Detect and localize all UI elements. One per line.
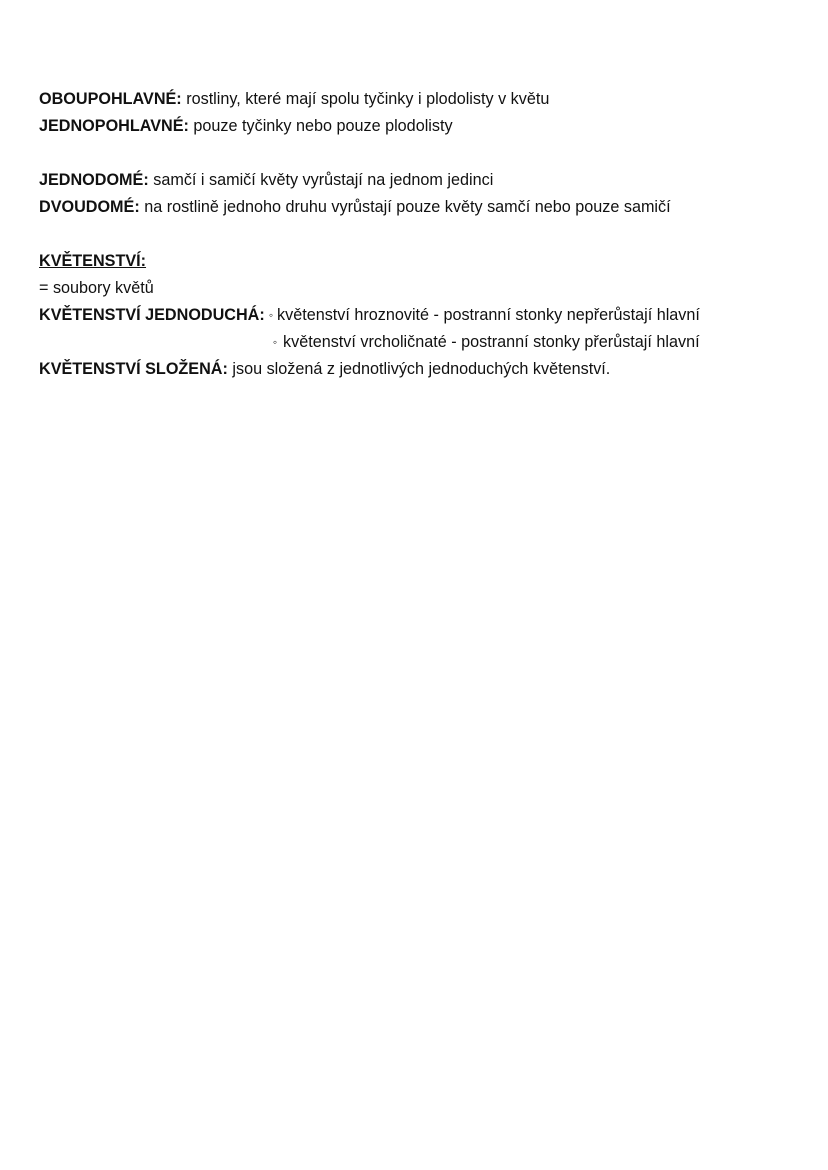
- definition-jednopohlavne: pouze tyčinky nebo pouze plodolisty: [188, 117, 453, 135]
- section-heading: KVĚTENSTVÍ:: [39, 252, 147, 270]
- term-dvoudome: DVOUDOMÉ:: [39, 198, 140, 216]
- definition-jednodome: samčí i samičí květy vyrůstají na jednom jedinci: [148, 171, 494, 189]
- term-jednopohlavne: JEDNOPOHLAVNÉ:: [39, 117, 189, 135]
- section-heading-line: [39, 248, 809, 275]
- line-dvoudome: [39, 194, 809, 221]
- spacer: [39, 140, 809, 167]
- simple-inflorescence-label: KVĚTENSTVÍ JEDNODUCHÁ:: [39, 306, 265, 324]
- line-jednodome: [39, 167, 809, 194]
- simple-inflorescence-row-2: [39, 329, 809, 356]
- section-definition: = soubory květů: [39, 279, 154, 297]
- bullet-item: květenství hroznovité - postranní stonky nepřerůstají hlavní: [277, 306, 700, 324]
- compound-inflorescence-label: KVĚTENSTVÍ SLOŽENÁ:: [39, 360, 228, 378]
- term-oboupohlavne: OBOUPOHLAVNÉ:: [39, 90, 182, 108]
- term-jednodome: JEDNODOMÉ:: [39, 171, 149, 189]
- compound-inflorescence-text: jsou složená z jednotlivých jednoduchých květenství.: [227, 360, 611, 378]
- simple-inflorescence-row: [39, 302, 809, 329]
- bullet-item: květenství vrcholičnaté - postranní stonky přerůstají hlavní: [283, 333, 700, 351]
- bullet-circle-icon: ◦: [268, 308, 274, 322]
- definition-oboupohlavne: rostliny, které mají spolu tyčinky i plodolisty v květu: [181, 90, 550, 108]
- line-oboupohlavne: [39, 86, 809, 113]
- spacer: [39, 221, 809, 248]
- section-definition-line: [39, 275, 809, 302]
- line-jednopohlavne: [39, 113, 809, 140]
- document-page: [39, 86, 809, 383]
- bullet-circle-icon: ◦: [272, 335, 278, 349]
- indent: [39, 329, 267, 356]
- compound-inflorescence-line: [39, 356, 809, 383]
- definition-dvoudome: na rostlině jednoho druhu vyrůstají pouze květy samčí nebo pouze samičí: [139, 198, 671, 216]
